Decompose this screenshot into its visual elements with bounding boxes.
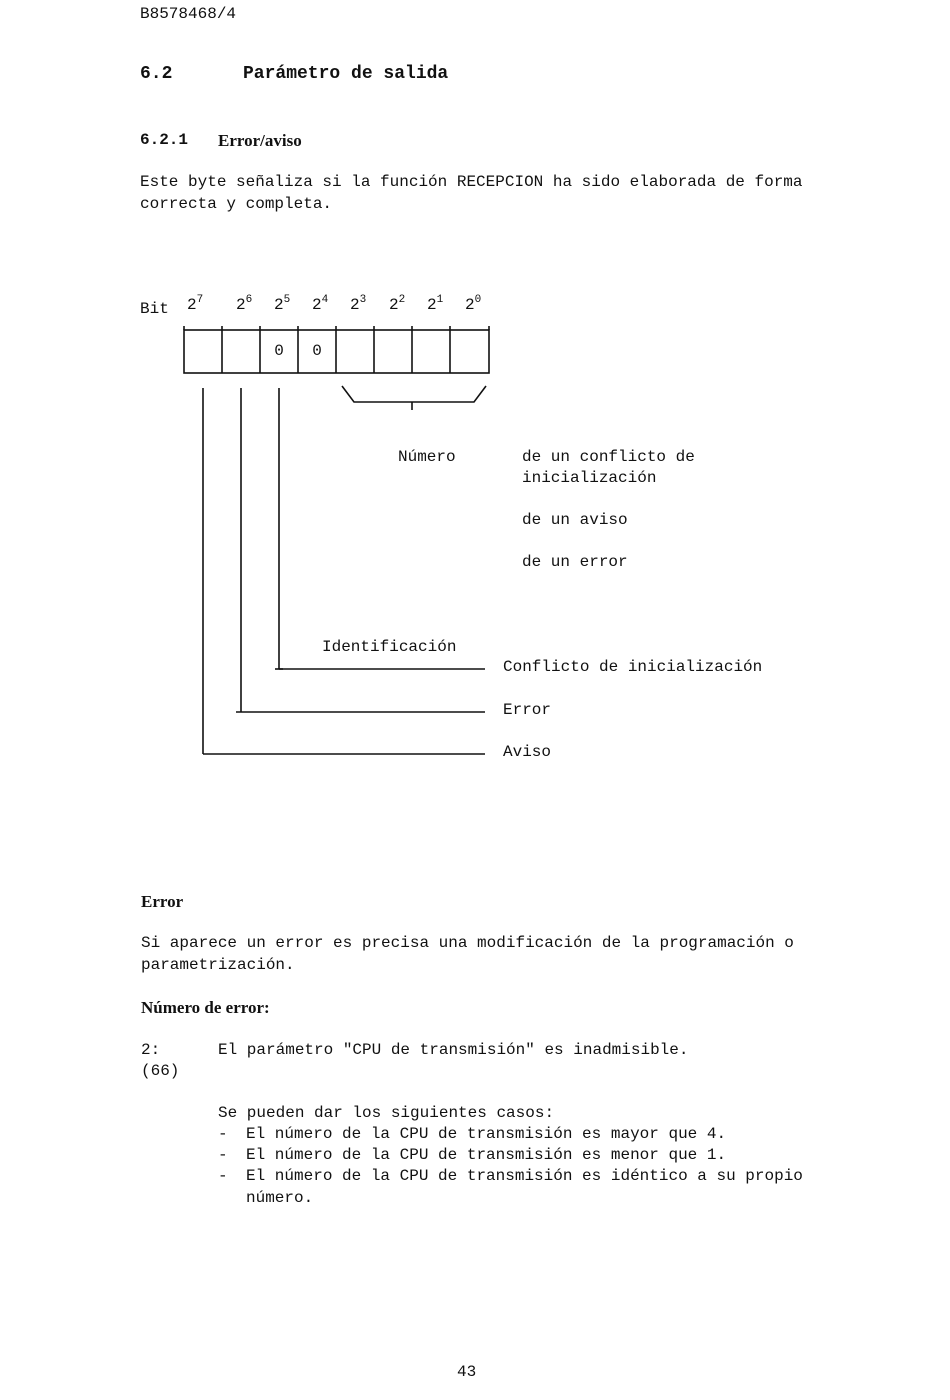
error-description: El parámetro "CPU de transmisión" es inadmisible. (218, 1041, 689, 1059)
bit-1-cell (412, 330, 450, 372)
section-title: Parámetro de salida (243, 64, 449, 84)
subsection-number: 6.2.1 (140, 131, 189, 149)
error-body-line-2: parametrización. (141, 956, 295, 974)
bit-6-cell (222, 330, 260, 372)
numero-item-error: de un error (522, 553, 628, 571)
subsection-title: Error/aviso (218, 131, 302, 150)
numero-item-inicializacion: inicialización (522, 469, 657, 487)
numero-item-aviso: de un aviso (522, 511, 628, 529)
document-id: B8578468/4 (140, 5, 237, 23)
case-dash-3: - (218, 1167, 228, 1185)
error-code-hex: (66) (141, 1062, 180, 1080)
intro-line-2: correcta y completa. (140, 195, 333, 213)
bit-0-label: $2^0$ (465, 294, 482, 314)
case-1: El número de la CPU de transmisión es mayor que 4. (246, 1125, 727, 1143)
bit-1-label: $2^1$ (427, 294, 444, 314)
identificacion-label: Identificación (322, 638, 457, 656)
bit-7-label: $2^7$ (187, 294, 204, 314)
bit-4-cell: 0 (312, 342, 322, 360)
conflicto-label: Conflicto de inicialización (503, 658, 763, 676)
numero-label: Número (398, 448, 456, 466)
bit-2-label: $2^2$ (389, 294, 406, 314)
bit-label: Bit (140, 300, 169, 318)
cases-intro: Se pueden dar los siguientes casos: (218, 1104, 555, 1122)
numero-error-heading: Número de error: (141, 998, 270, 1017)
bit-5-label: $2^5$ (274, 294, 291, 314)
error-code: 2: (141, 1041, 161, 1059)
error-body-line-1: Si aparece un error es precisa una modificación de la programación o (141, 934, 794, 952)
bit-7-cell (184, 330, 222, 372)
intro-line-1: Este byte señaliza si la función RECEPCION ha sido elaborada de forma (140, 173, 803, 191)
bit-2-cell (374, 330, 412, 372)
case-dash-2: - (218, 1146, 228, 1164)
case-dash-1: - (218, 1125, 228, 1143)
number-brace (342, 386, 486, 402)
aviso-label: Aviso (503, 743, 552, 761)
bit-0-cell (450, 330, 488, 372)
page-number: 43 (457, 1363, 477, 1381)
bit-3-label: $2^3$ (350, 294, 367, 314)
case-2: El número de la CPU de transmisión es menor que 1. (246, 1146, 727, 1164)
section-number: 6.2 (140, 64, 173, 84)
case-3-continuation: número. (246, 1189, 314, 1207)
bit-3-cell (336, 330, 374, 372)
numero-item-conflicto: de un conflicto de (522, 448, 695, 466)
bit-4-label: $2^4$ (312, 294, 329, 314)
bit-5-cell: 0 (274, 342, 284, 360)
case-3: El número de la CPU de transmisión es idéntico a su propio (246, 1167, 803, 1185)
error-label: Error (503, 701, 552, 719)
bit-6-label: $2^6$ (236, 294, 253, 314)
error-heading: Error (141, 892, 184, 911)
